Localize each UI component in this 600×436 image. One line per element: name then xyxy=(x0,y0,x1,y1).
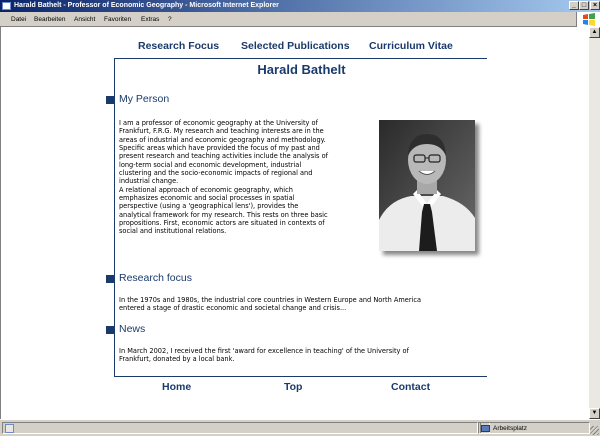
nav-home[interactable]: Home xyxy=(162,381,192,393)
maximize-button[interactable]: □ xyxy=(579,1,589,10)
section-bullet-icon xyxy=(106,326,114,334)
nav-top[interactable]: Top xyxy=(284,381,303,393)
menu-datei[interactable]: Datei xyxy=(11,16,27,23)
person-line: Specific areas which have provided the focus of my past and xyxy=(119,144,320,153)
menu-ansicht[interactable]: Ansicht xyxy=(74,16,96,23)
person-line: I am a professor of economic geography at the University of xyxy=(119,119,318,127)
vertical-scrollbar[interactable] xyxy=(589,27,600,419)
person-line: A relational approach of economic geography, which xyxy=(119,185,293,194)
person-line: analytical framework for my research. This rests on three basic xyxy=(119,210,328,219)
scroll-up-arrow-icon[interactable]: ▲ xyxy=(589,27,600,38)
close-button[interactable]: × xyxy=(590,1,600,10)
page-title: Harald Bathelt xyxy=(257,62,346,77)
page-viewport xyxy=(0,27,589,419)
section-bullet-icon xyxy=(106,96,114,104)
window-title: Harald Bathelt - Professor of Economic Geography - Microsoft Internet Explorer xyxy=(14,2,279,9)
nav-contact[interactable]: Contact xyxy=(391,381,431,393)
scroll-down-arrow-icon[interactable]: ▼ xyxy=(589,408,600,419)
minimize-button[interactable]: _ xyxy=(569,1,579,10)
menu-bearbeiten[interactable]: Bearbeiten xyxy=(34,16,66,23)
status-bar xyxy=(0,419,600,436)
person-line: Frankfurt, F.R.G. My research and teaching interests are in the xyxy=(119,127,324,136)
person-line: social and institutional relations. xyxy=(119,227,227,236)
person-line: long-term social and economic development, industrial xyxy=(119,160,302,169)
status-message-panel xyxy=(2,422,478,434)
heading-research-focus: Research focus xyxy=(119,272,192,284)
person-line: present research and teaching activities include the analysis of xyxy=(119,152,328,161)
menu-bar xyxy=(0,12,600,27)
status-zone-label: Arbeitsplatz xyxy=(493,425,527,432)
heading-news: News xyxy=(119,323,146,335)
person-line: emphasizes economic and social processes in spatial xyxy=(119,194,295,203)
menu-help[interactable]: ? xyxy=(168,16,172,23)
status-zone-panel xyxy=(478,422,590,434)
resize-grip-icon[interactable] xyxy=(590,426,599,435)
windows-logo-icon xyxy=(576,12,600,27)
person-text xyxy=(119,119,374,236)
nav-research-focus[interactable]: Research Focus xyxy=(138,40,220,52)
person-line: propositions. First, economic actors are situated in contexts of xyxy=(119,219,325,228)
person-line: clustering and the socio-economic impacts of regional and xyxy=(119,169,313,178)
research-text xyxy=(119,296,489,313)
menu-extras[interactable]: Extras xyxy=(141,16,160,23)
news-line: Frankfurt, donated by a local bank. xyxy=(119,355,235,364)
news-text xyxy=(119,347,489,364)
person-line: perspective (using a 'geographical lens'), provides the xyxy=(119,202,299,211)
person-line: areas of industrial and economic geography and methodology. xyxy=(119,135,326,144)
ie-page-icon xyxy=(2,2,11,10)
nav-selected-publications[interactable]: Selected Publications xyxy=(241,40,350,52)
research-line: In the 1970s and 1980s, the industrial core countries in Western Europe and North America xyxy=(119,296,422,304)
heading-my-person: My Person xyxy=(119,93,170,105)
menu-favoriten[interactable]: Favoriten xyxy=(104,16,132,23)
research-line: entered a stage of drastic economic and societal change and crisis... xyxy=(119,304,347,313)
my-computer-icon xyxy=(481,425,490,432)
window-title-bar[interactable] xyxy=(0,0,600,12)
nav-curriculum-vitae[interactable]: Curriculum Vitae xyxy=(369,40,453,52)
person-line: industrial change. xyxy=(119,177,179,186)
page-status-icon xyxy=(5,424,14,433)
news-line: In March 2002, I received the first 'award for excellence in teaching' of the University of xyxy=(119,347,409,355)
portrait-photo xyxy=(379,120,475,251)
section-bullet-icon xyxy=(106,275,114,283)
